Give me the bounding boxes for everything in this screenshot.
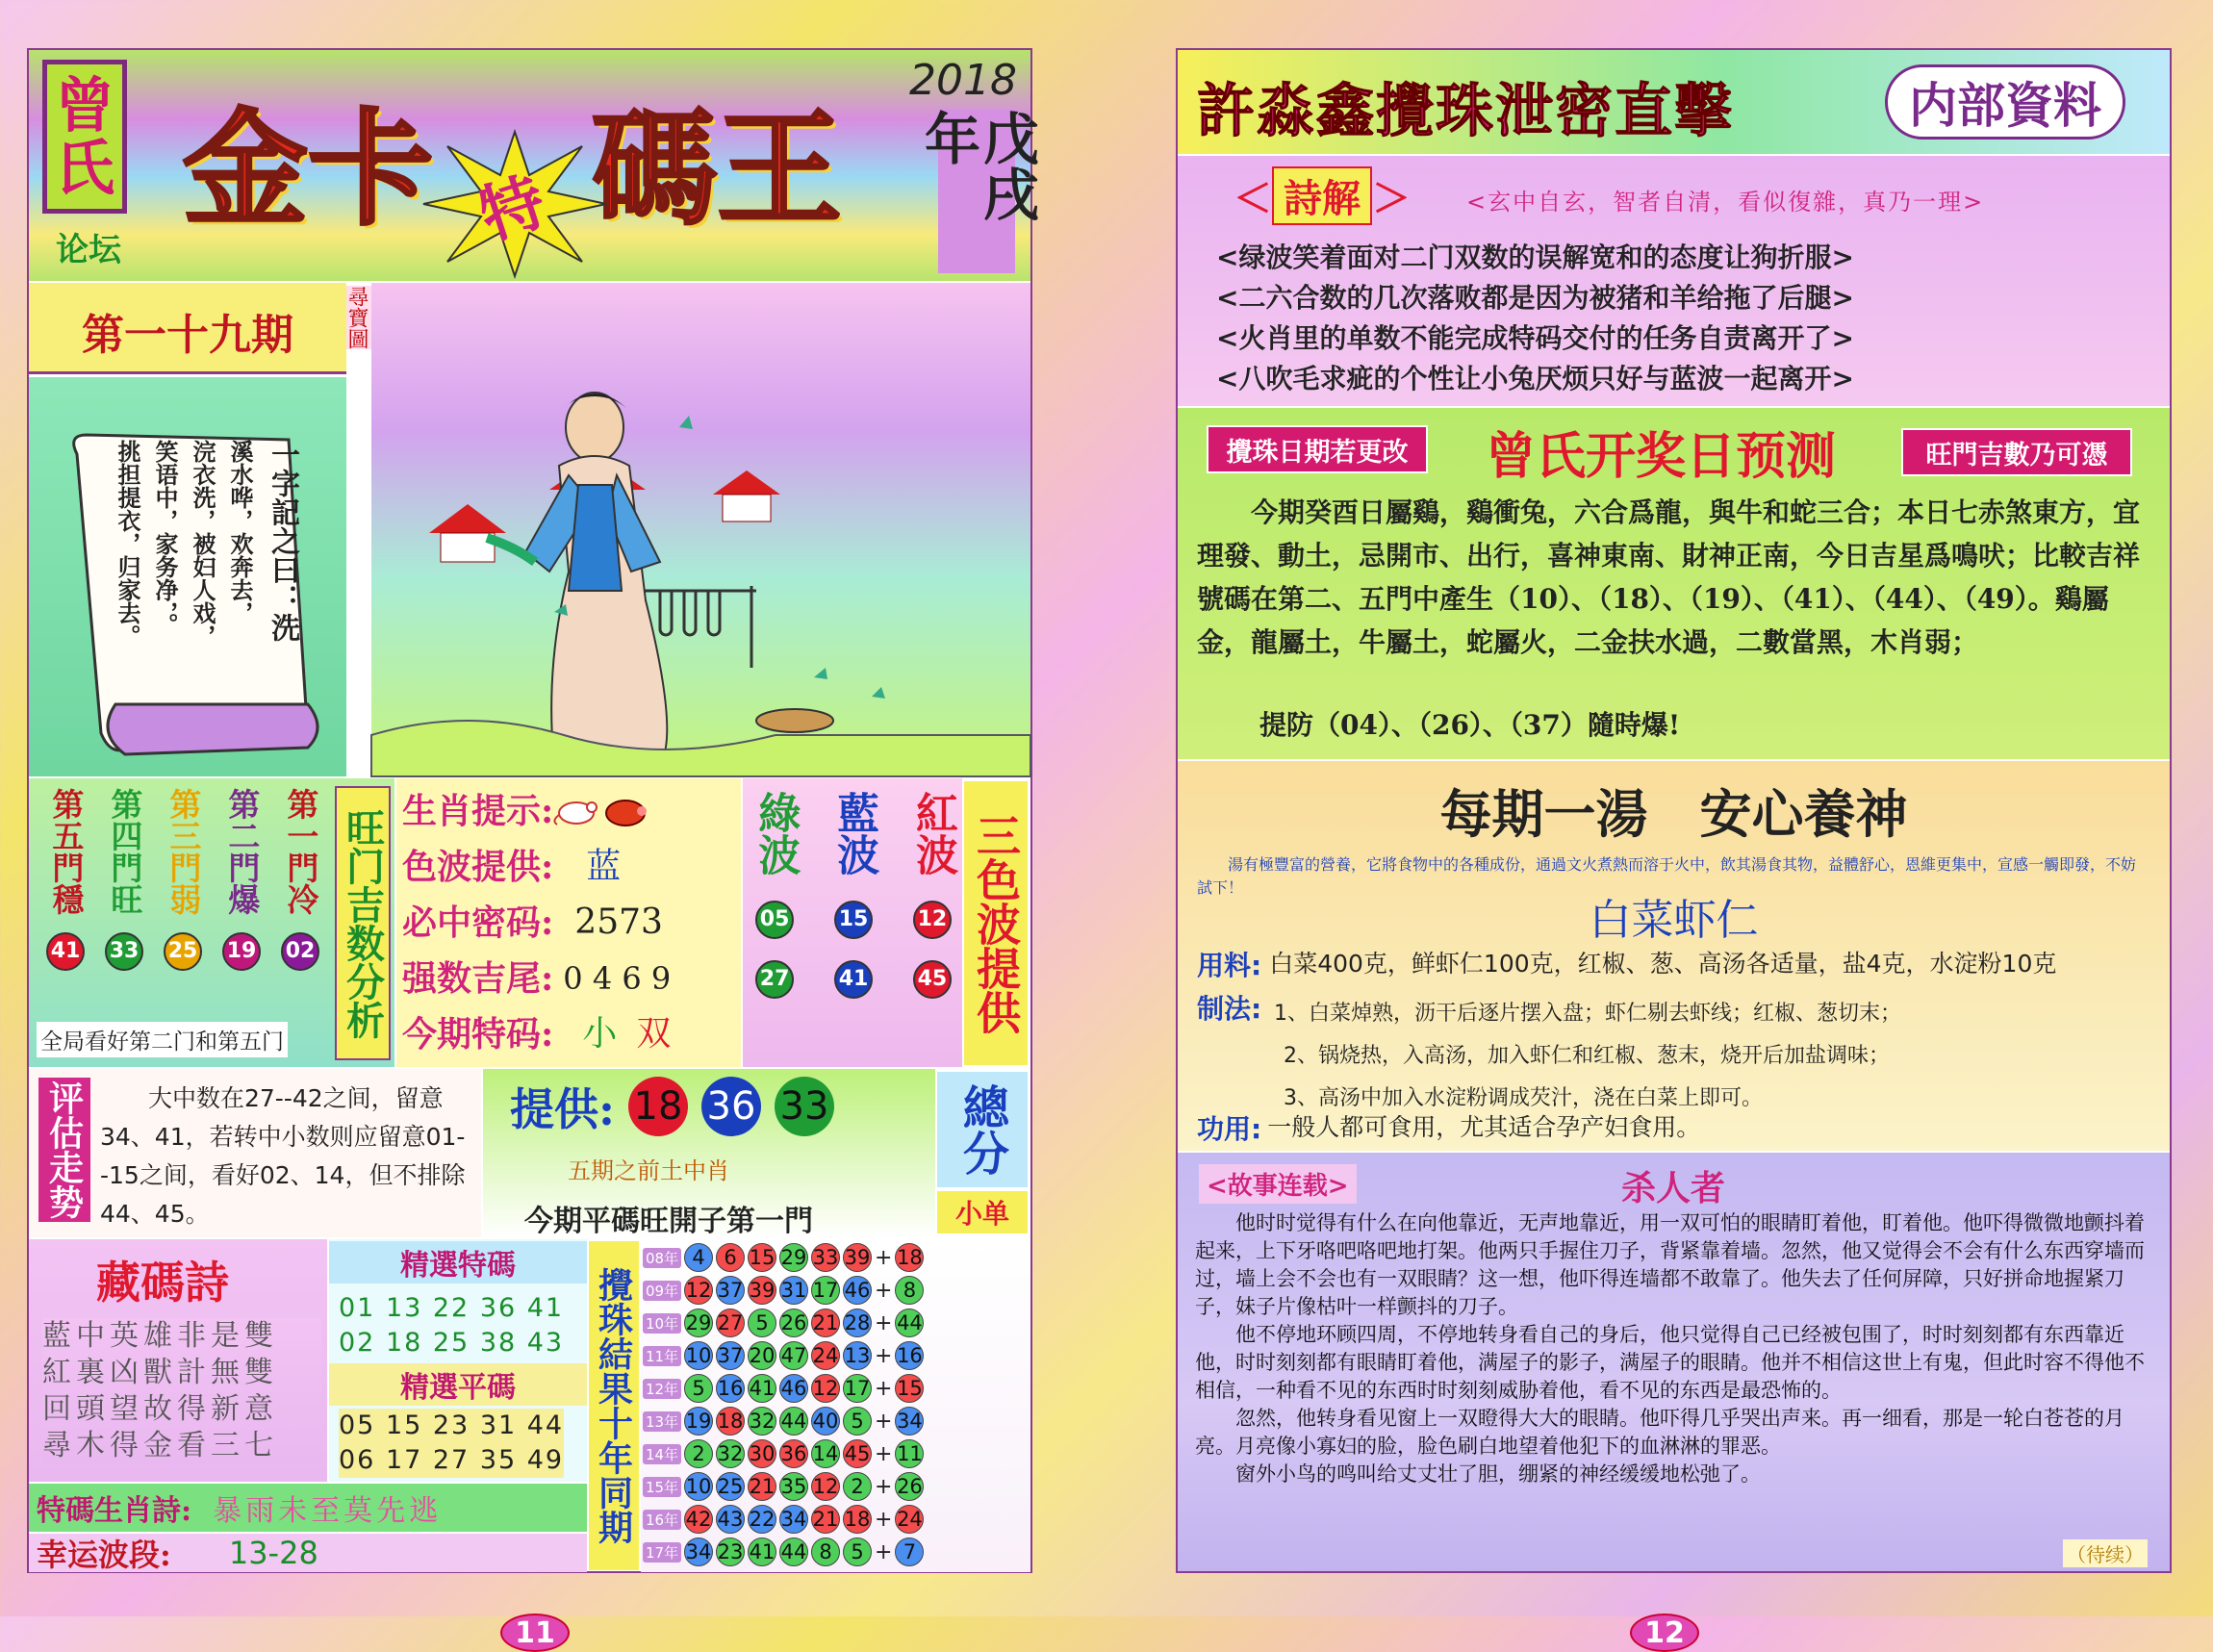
result-special-ball: 15	[895, 1374, 924, 1403]
result-ball: 2	[684, 1439, 713, 1468]
result-ball: 31	[779, 1276, 808, 1305]
result-row	[641, 1372, 1030, 1405]
sel-flat-rows	[339, 1409, 564, 1478]
result-ball: 39	[748, 1276, 776, 1305]
badge-bottom: 氏	[54, 133, 114, 203]
result-ball: 12	[684, 1276, 713, 1305]
result-ball: 29	[684, 1309, 713, 1337]
poem-line: 藍中英雄非是雙	[42, 1319, 278, 1353]
door-label: 第三門弱	[165, 788, 203, 915]
result-ball: 12	[811, 1472, 840, 1501]
lucky-label: 幸运波段:	[37, 1537, 171, 1573]
result-ball: 5	[748, 1309, 776, 1337]
effect-label: 功用:	[1197, 1113, 1262, 1145]
result-ball: 24	[811, 1341, 840, 1370]
result-ball: 10	[684, 1472, 713, 1501]
door-analysis-label: 旺门吉数分析	[335, 786, 391, 1060]
ingredients-text: 白菜400克，鲜虾仁100克，红椒、葱、高汤各适量，盐4克，水淀粉10克	[1269, 950, 2057, 978]
riddle-col-1: 溪水哗，欢奔去，	[226, 440, 254, 624]
to-be-continued: （待续）	[2063, 1539, 2148, 1567]
result-special-ball: 18	[895, 1243, 924, 1272]
woman-figure	[487, 393, 667, 764]
result-special-ball: 24	[895, 1505, 924, 1534]
total-label: 總分	[937, 1072, 1028, 1187]
result-ball: 32	[716, 1439, 745, 1468]
result-plus: +	[875, 1507, 893, 1532]
method-step: 1、白菜焯熟，沥干后逐片摆入盘；虾仁剔去虾线；红椒、葱切末；	[1274, 1002, 1901, 1026]
door-number: 33	[105, 932, 143, 971]
sel-flat-row: 05 15 23 31 44	[339, 1411, 565, 1440]
code-hint-row	[402, 895, 739, 951]
result-ball: 25	[716, 1472, 745, 1501]
code-hint-value: 2573	[574, 902, 663, 942]
poem-title: 藏碼詩	[96, 1257, 229, 1309]
right-page	[1176, 48, 2172, 1650]
flat-note: 今期平碼旺開子第一門	[524, 1205, 813, 1238]
wave-blue	[829, 791, 879, 999]
method-step: 3、高汤中加入水淀粉调成芡汁，浇在白菜上即可。	[1284, 1086, 1763, 1110]
special-zodiac-label: 特碼生肖詩:	[37, 1494, 192, 1528]
result-special-ball: 34	[895, 1407, 924, 1436]
result-ball: 18	[716, 1407, 745, 1436]
effect-row	[1197, 1108, 1700, 1147]
result-row	[641, 1536, 1030, 1568]
result-ball: 16	[716, 1374, 745, 1403]
supply-row	[510, 1075, 834, 1138]
door-item	[156, 788, 210, 971]
total-value: 小单	[937, 1191, 1028, 1233]
result-ball: 12	[811, 1374, 840, 1403]
door-label: 第一門冷	[282, 788, 320, 915]
soup-intro: 湯有極豐富的營養，它將食物中的各種成份，通過文火煮熱而溶于火中，飲其湯食其物，益體舒心，恩維更集中，宣感一觸即發，不妨試下！	[1197, 855, 2137, 897]
method-label: 制法:	[1197, 993, 1262, 1025]
result-ball: 36	[779, 1439, 808, 1468]
wave-red	[908, 791, 957, 999]
riddle-col-2: 浣衣洗，被妇人戏，	[189, 440, 216, 648]
result-ball: 23	[716, 1538, 745, 1566]
door-item	[215, 788, 268, 971]
eval-title: 评估走势	[38, 1078, 90, 1222]
poem-line: <火肖里的单数不能完成特码交付的任务自责离开了>	[1216, 322, 1854, 354]
result-row	[641, 1437, 1030, 1470]
rat-icon	[553, 794, 601, 828]
supply-number: 36	[701, 1077, 761, 1136]
result-special-ball: 44	[895, 1309, 924, 1337]
wave-hint-value: 蓝	[586, 847, 622, 886]
result-ball: 34	[779, 1505, 808, 1534]
zodiac-hint-label: 生肖提示:	[402, 791, 554, 831]
poem-lines-right	[1216, 238, 1854, 399]
wave-number: 05	[755, 901, 794, 939]
eval-text: 大中数在27--42之间，留意34、41，若转中小数则应留意01--15之间，看好02、14，但不排除44、45。	[100, 1084, 466, 1228]
door-item	[273, 788, 327, 971]
results-rows	[641, 1241, 1030, 1568]
door-label: 第四門旺	[106, 788, 144, 915]
story-title: 杀人者	[1620, 1168, 1725, 1208]
result-ball: 18	[843, 1505, 872, 1534]
result-ball: 26	[779, 1309, 808, 1337]
tail-hint-label: 强数吉尾:	[402, 958, 554, 999]
story-para: 忽然，他转身看见窗上一双瞪得大大的眼睛。他吓得几乎哭出声来。再一细看，那是一轮白苍苍的月亮。月亮像小寡妇的脸，脸色刷白地望着他犯下的血淋淋的罪恶。	[1195, 1407, 2124, 1458]
tail-hint-value: 0 4 6 9	[563, 960, 672, 997]
poem-line: 紅裏凶獸計無雙	[42, 1356, 278, 1389]
result-ball: 43	[716, 1505, 745, 1534]
badge-top: 曾	[54, 69, 114, 140]
special-small: 小	[582, 1014, 618, 1054]
result-ball: 42	[684, 1505, 713, 1534]
year: 2018	[909, 56, 1017, 105]
tail-hint-row	[402, 951, 739, 1006]
door-label: 第五門穩	[47, 788, 86, 915]
forecast-text: 今期癸酉日屬鷄，鷄衝兔，六合爲龍，與牛和蛇三合；本日七赤煞東方，宜理發、動土，忌開市、出行，喜神東南、財神正南，今日吉星爲鳴吠；比較吉祥號碼在第二、五門中產生（10）、（18）、（19）、（41）、（44）、（49）。鷄屬金，龍屬土，牛屬土，蛇屬火，二金扶水過，二數當黑，木肖弱；	[1197, 496, 2141, 658]
result-ball: 37	[716, 1276, 745, 1305]
riddle-col-0: 一字記之曰：洗	[266, 440, 299, 642]
scroll	[58, 416, 318, 762]
sel-flat-row: 06 17 27 35 49	[339, 1445, 565, 1475]
wave-label: 紅波	[908, 791, 957, 876]
result-row	[641, 1470, 1030, 1503]
poem-line: 尋木得金看三七	[42, 1429, 278, 1462]
forum-label: 论坛	[56, 231, 121, 269]
result-ball: 2	[843, 1472, 872, 1501]
wave-number: 12	[913, 901, 952, 939]
special-zodiac-poem: 暴雨未至莫先逃	[213, 1494, 443, 1528]
pig-icon	[601, 794, 649, 828]
result-ball: 20	[748, 1341, 776, 1370]
result-ball: 6	[716, 1243, 745, 1272]
issue-number: 第一十九期	[82, 311, 293, 360]
forecast-title: 曾氏开奖日预测	[1486, 427, 1837, 486]
result-ball: 8	[811, 1538, 840, 1566]
sel-special-row: 02 18 25 38 43	[339, 1328, 565, 1358]
sel-flat-title: 精選平碼	[329, 1363, 587, 1406]
story-tag: <故事连载>	[1199, 1164, 1357, 1204]
result-ball: 17	[843, 1374, 872, 1403]
door-item	[38, 788, 92, 971]
result-plus: +	[875, 1343, 893, 1368]
result-plus: +	[875, 1376, 893, 1401]
zodiac-hint-row	[402, 783, 739, 839]
result-plus: +	[875, 1310, 893, 1335]
method-steps	[1274, 993, 1901, 1120]
lucky-value: 13-28	[228, 1535, 318, 1571]
result-year: 08年	[643, 1248, 681, 1268]
left-page	[27, 48, 1039, 1650]
result-year: 11年	[643, 1346, 681, 1366]
result-special-ball: 8	[895, 1276, 924, 1305]
result-ball: 27	[716, 1309, 745, 1337]
result-year: 14年	[643, 1444, 681, 1464]
special-even: 双	[636, 1014, 672, 1054]
result-ball: 35	[779, 1472, 808, 1501]
story-para: 他不停地环顾四周，不停地转身看自己的身后，他只觉得自己已经被包围了，时时刻刻都有东西靠近他，时时刻刻都有眼睛盯着他，满屋子的影子，满屋子的眼睛。他并不相信这世上有鬼，但此时容不得他不相信，一种看不见的东西时时刻刻威胁着他，看不见的东西是最恐怖的。	[1195, 1323, 2145, 1402]
result-plus: +	[875, 1245, 893, 1270]
door-number: 25	[164, 932, 202, 971]
result-ball: 46	[843, 1276, 872, 1305]
result-special-ball: 7	[895, 1538, 924, 1566]
poem-line: <绿波笑着面对二门双数的误解宽和的态度让狗折服>	[1216, 241, 1854, 273]
result-ball: 33	[811, 1243, 840, 1272]
wave-number: 15	[834, 901, 873, 939]
result-ball: 41	[748, 1538, 776, 1566]
year-label: 戊戌年	[938, 110, 1015, 273]
supply-number: 18	[628, 1077, 688, 1136]
result-plus: +	[875, 1441, 893, 1466]
result-ball: 30	[748, 1439, 776, 1468]
result-plus: +	[875, 1409, 893, 1434]
result-ball: 45	[843, 1439, 872, 1468]
waves	[750, 791, 957, 999]
method-step: 2、锅烧热，入高汤，加入虾仁和红椒、葱末，烧开后加盐调味；	[1284, 1044, 1890, 1068]
result-row	[641, 1307, 1030, 1339]
result-row	[641, 1241, 1030, 1274]
result-ball: 4	[684, 1243, 713, 1272]
result-year: 15年	[643, 1477, 681, 1497]
result-year: 12年	[643, 1379, 681, 1399]
result-ball: 47	[779, 1341, 808, 1370]
poem-intro: <玄中自玄，智者自清，看似復雜，真乃一理>	[1466, 189, 1985, 216]
ingredients-label: 用料:	[1197, 950, 1262, 981]
forecast-beware: 提防（04）、（26）、（37）隨時爆!	[1259, 709, 1681, 741]
sel-special-title: 精選特碼	[329, 1241, 587, 1283]
result-ball: 21	[811, 1309, 840, 1337]
poem-tag-text: 詩解	[1272, 166, 1372, 225]
hints	[402, 783, 739, 1062]
dish-name: 白菜虾仁	[1589, 896, 1759, 945]
poem-tag	[1216, 167, 1428, 223]
wave-number: 45	[913, 960, 952, 999]
result-ball: 21	[748, 1472, 776, 1501]
result-row	[641, 1503, 1030, 1536]
wave-label: 藍波	[829, 791, 879, 876]
wave-hint-label: 色波提供:	[402, 847, 554, 887]
zeng-badge	[42, 60, 127, 214]
date-change-badge: 攪珠日期若更改	[1207, 425, 1428, 473]
result-plus: +	[875, 1539, 893, 1564]
result-ball: 15	[748, 1243, 776, 1272]
result-ball: 5	[684, 1374, 713, 1403]
treasure-picture	[371, 283, 1030, 776]
supply-number: 33	[775, 1077, 834, 1136]
sel-special-rows	[339, 1291, 564, 1360]
wave-label: 綠波	[750, 791, 801, 876]
result-ball: 40	[811, 1407, 840, 1436]
result-ball: 14	[811, 1439, 840, 1468]
result-year: 16年	[643, 1510, 681, 1530]
door-number: 19	[222, 932, 261, 971]
result-ball: 10	[684, 1341, 713, 1370]
doors-note: 全局看好第二门和第五门	[37, 1022, 288, 1057]
poem-line: <八吹毛求疵的个性让小兔厌烦只好与蓝波一起离开>	[1216, 363, 1854, 394]
door-item	[97, 788, 151, 971]
code-hint-label: 必中密码:	[402, 902, 554, 943]
wave-green	[750, 791, 801, 999]
result-ball: 5	[843, 1407, 872, 1436]
door-number: 41	[46, 932, 85, 971]
result-ball: 41	[748, 1374, 776, 1403]
three-wave-title: 三色波提供	[964, 781, 1028, 1065]
door-number: 02	[281, 932, 319, 971]
result-ball: 32	[748, 1407, 776, 1436]
internal-badge: 内部資料	[1885, 64, 2125, 140]
result-row	[641, 1405, 1030, 1437]
result-ball: 13	[843, 1341, 872, 1370]
result-ball: 34	[684, 1538, 713, 1566]
result-ball: 22	[748, 1505, 776, 1534]
special-hint-label: 今期特码:	[402, 1014, 554, 1055]
effect-text: 一般人都可食用，尤其适合孕产妇食用。	[1267, 1113, 1701, 1141]
special-mark: 特	[471, 163, 555, 255]
title-right: 碼王	[592, 95, 843, 242]
result-ball: 29	[779, 1243, 808, 1272]
story-text	[1195, 1209, 2157, 1488]
poem-lines	[42, 1318, 321, 1464]
result-special-ball: 26	[895, 1472, 924, 1501]
result-ball: 44	[779, 1538, 808, 1566]
result-ball: 21	[811, 1505, 840, 1534]
right-title: 許淼鑫攪珠泄密直擊	[1197, 78, 1734, 145]
result-ball: 19	[684, 1407, 713, 1436]
result-ball: 17	[811, 1276, 840, 1305]
result-year: 17年	[643, 1542, 681, 1563]
sel-special-row: 01 13 22 36 41	[339, 1293, 565, 1323]
result-special-ball: 16	[895, 1341, 924, 1370]
result-ball: 46	[779, 1374, 808, 1403]
result-year: 10年	[643, 1313, 681, 1334]
riddle-text	[111, 440, 303, 699]
washing-woman-illustration	[371, 283, 1030, 776]
wave-hint-row	[402, 839, 739, 895]
treasure-map-label: 尋寶圖	[346, 286, 371, 349]
lucky-change-badge: 旺門吉數乃可憑	[1901, 428, 2132, 476]
soup-title: 每期一湯 安心養神	[1439, 783, 1908, 845]
result-ball: 44	[779, 1407, 808, 1436]
result-special-ball: 11	[895, 1439, 924, 1468]
special-zodiac-bar	[29, 1484, 587, 1532]
lucky-bar	[29, 1534, 587, 1572]
story-para: 窗外小鸟的鸣叫给丈丈壮了胆，绷紧的神经缓缓地松弛了。	[1235, 1462, 1761, 1486]
poem-line: <二六合数的几次落败都是因为被猪和羊给拖了后腿>	[1216, 282, 1854, 314]
result-ball: 37	[716, 1341, 745, 1370]
poem-tag-open: ＜	[1234, 175, 1272, 221]
result-ball: 5	[843, 1538, 872, 1566]
result-ball: 28	[843, 1309, 872, 1337]
results-table	[641, 1241, 1030, 1572]
wave-number: 41	[834, 960, 873, 999]
poem-line: 回頭望故得新意	[42, 1392, 278, 1426]
title-left: 金卡	[183, 95, 434, 242]
door-list	[38, 788, 327, 971]
left-header	[29, 50, 1039, 281]
riddle-col-4: 挑担提衣，归家去。	[114, 440, 141, 648]
supply-note: 五期之前土中肖	[568, 1157, 729, 1184]
result-year: 09年	[643, 1281, 681, 1301]
page-number-left: 11	[500, 1614, 570, 1652]
page-number-right: 12	[1630, 1614, 1699, 1652]
special-hint-row	[402, 1006, 739, 1062]
result-year: 13年	[643, 1411, 681, 1432]
poem-tag-close: ＞	[1372, 175, 1411, 221]
story-para: 他时时觉得有什么在向他靠近，无声地靠近，用一双可怕的眼睛盯着他，盯着他。他吓得微微地颤抖着起来，上下牙咯吧咯吧地打架。他两只手握住刀子，背紧靠着墙。忽然，他又觉得会不会有什么东西穿墙而过，墙上会不会也有一双眼睛？这一想，他吓得连墙都不敢靠了。他失去了任何屏障，只好拼命地握紧刀子，妹子片像枯叶一样颤抖的刀子。	[1195, 1211, 2145, 1318]
result-ball: 39	[843, 1243, 872, 1272]
supply-label: 提供:	[510, 1083, 615, 1135]
door-label: 第二門爆	[223, 788, 262, 915]
result-plus: +	[875, 1278, 893, 1303]
result-plus: +	[875, 1474, 893, 1499]
ingredients-row	[1197, 945, 2056, 983]
results-title: 攪珠結果十年同期	[589, 1241, 639, 1570]
result-row	[641, 1274, 1030, 1307]
result-row	[641, 1339, 1030, 1372]
riddle-col-3: 笑语中，家务净，。	[151, 440, 179, 636]
wave-number: 27	[755, 960, 794, 999]
